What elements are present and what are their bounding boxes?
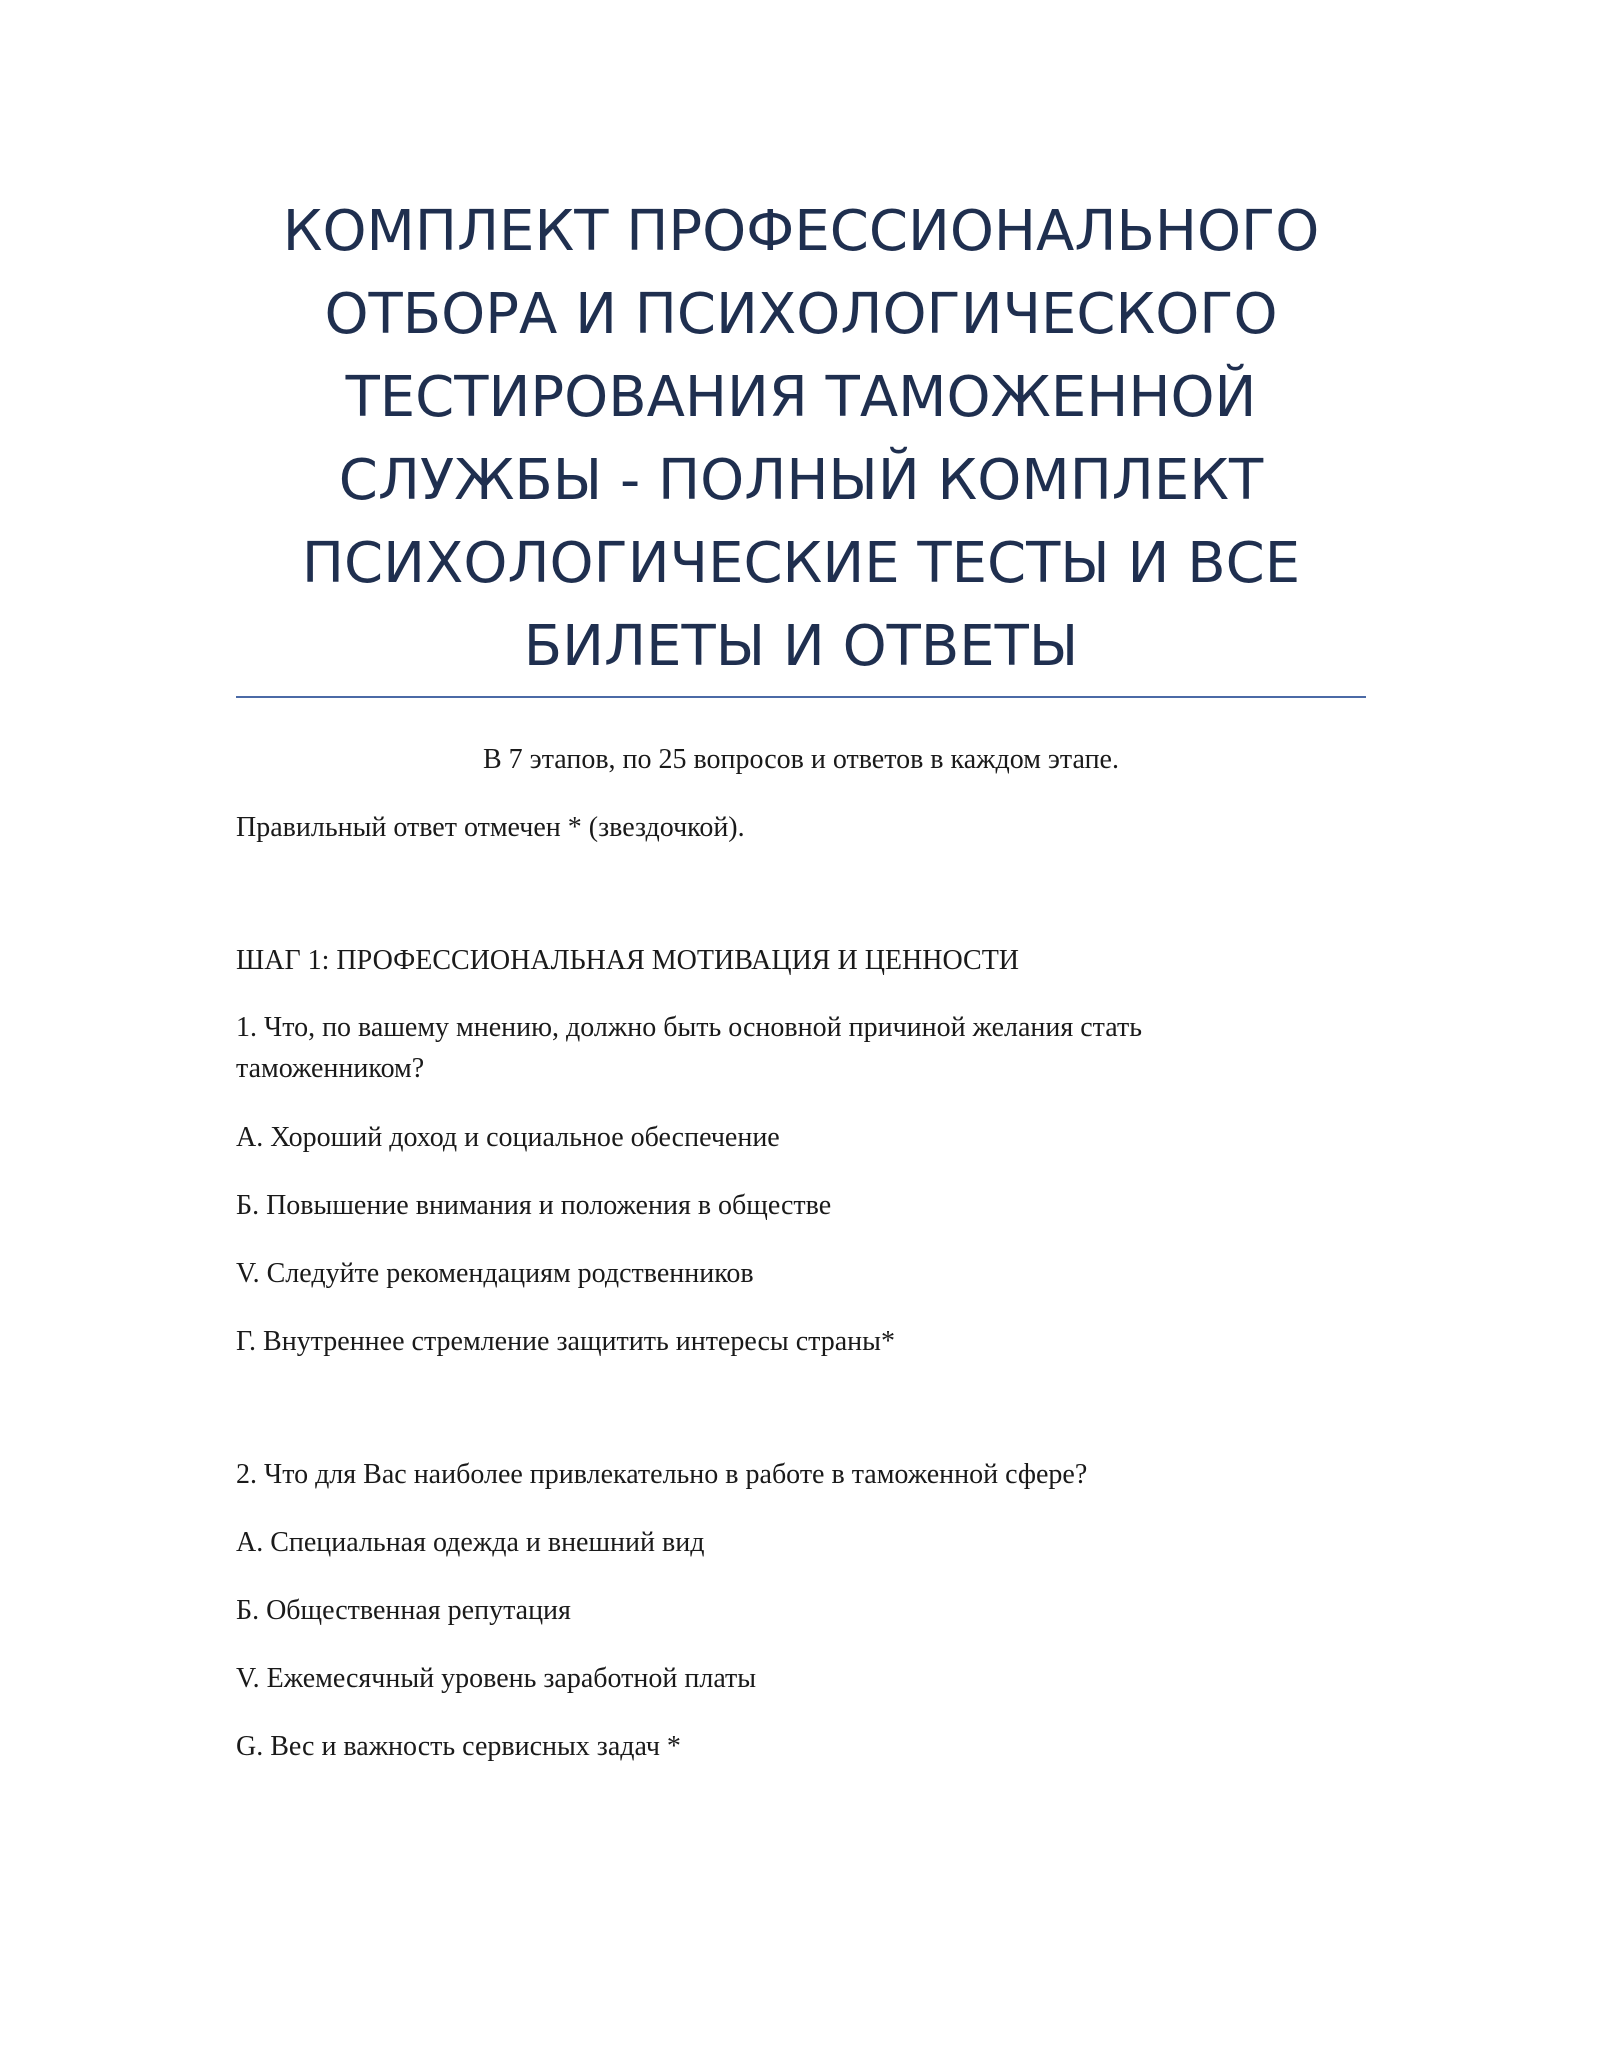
title-line: СЛУЖБЫ - ПОЛНЫЙ КОМПЛЕКТ <box>338 448 1264 513</box>
option-a: А. Хороший доход и социальное обеспечение <box>236 1122 780 1153</box>
question-line: таможенником? <box>236 1053 425 1084</box>
title-line: БИЛЕТЫ И ОТВЕТЫ <box>523 614 1079 679</box>
question-line: 2. Что для Вас наиболее привлекательно в работе в таможенной сфере? <box>236 1459 1088 1490</box>
title-line: ПСИХОЛОГИЧЕСКИЕ ТЕСТЫ И ВСЕ <box>301 531 1301 596</box>
intro-text: В 7 этапов, по 25 вопросов и ответов в каждом этапе. <box>483 744 1119 775</box>
option-d: Г. Внутреннее стремление защитить интересы страны* <box>236 1326 895 1357</box>
option-c: V. Ежемесячный уровень заработной платы <box>236 1663 757 1694</box>
option-b: Б. Общественная репутация <box>236 1595 571 1626</box>
option-c: V. Следуйте рекомендациям родственников <box>236 1258 754 1289</box>
option-a: А. Специальная одежда и внешний вид <box>236 1527 705 1558</box>
title-line: ТЕСТИРОВАНИЯ ТАМОЖЕННОЙ <box>345 365 1257 430</box>
title-line: КОМПЛЕКТ ПРОФЕССИОНАЛЬНОГО <box>282 199 1320 264</box>
section-heading: ШАГ 1: ПРОФЕССИОНАЛЬНАЯ МОТИВАЦИЯ И ЦЕННОСТИ <box>236 945 1020 976</box>
title-divider <box>236 696 1366 698</box>
question-2 <box>236 1454 1366 1495</box>
question-line: 1. Что, по вашему мнению, должно быть основной причиной желания стать <box>236 1012 1142 1043</box>
option-b: Б. Повышение внимания и положения в обществе <box>236 1190 832 1221</box>
option-d: G. Вес и важность сервисных задач * <box>236 1731 681 1762</box>
question-1 <box>236 1007 1366 1089</box>
title-line: ОТБОРА И ПСИХОЛОГИЧЕСКОГО <box>324 282 1278 347</box>
document-title <box>236 190 1366 688</box>
note-text: Правильный ответ отмечен * (звездочкой). <box>236 812 745 843</box>
